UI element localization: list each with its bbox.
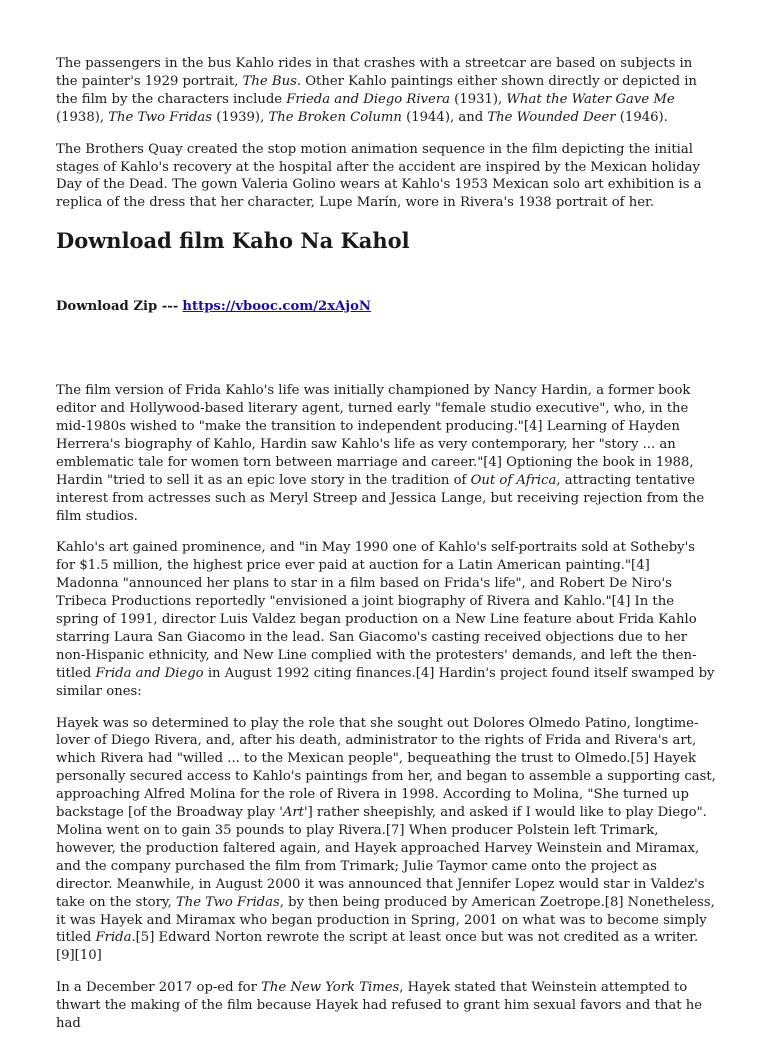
paragraph-hayek: Hayek was so determined to play the role that she sought out Dolores Olmedo Patino, longtime-lover of Diego Rivera, and, after his death, administrator to the rights of Frida and Rivera's art, which Rivera had "willed ... to the Mexican people", bequeathing the trust to Olmedo.[5] Hayek personally secured access to Kahlo's paintings from her, and began to assemble a supporting cast, approaching Alfred Molina for the role of Rivera in 1998. According to Molina, "She turned up backstage [of the Broadway play 'Art'] rather sheepishly, and asked if I would like to play Diego". Molina went on to gain 35 pounds to play Rivera.[7] When producer Polstein left Trimark, however, the production faltered again, and Hayek approached Harvey Weinstein and Miramax, and the company purchased the film from Trimark; Julie Taymor came onto the project as director. Meanwhile, in August 2000 it was announced that Jennifer Lopez would star in Valdez's take on the story, The Two Fridas, by then being produced by American Zoetrope.[8] Nonetheless, it was Hayek and Miramax who began production in Spring, 2001 on what was to become simply titled Frida.[5] Edward Norton rewrote the script at least once but was not credited as a writer.[9][10]	[56, 715, 716, 964]
page-heading: Download film Kaho Na Kahol	[56, 228, 410, 254]
paragraph-bus: The passengers in the bus Kahlo rides in that crashes with a streetcar are based on subjects in the painter's 1929 portrait, The Bus. Other Kahlo paintings either shown directly or depicted in the film by the characters include Frieda and Diego Rivera (1931), What the Water Gave Me (1938), The Two Fridas (1939), The Broken Column (1944), and The Wounded Deer (1946).	[56, 56, 697, 125]
document-page	[56, 55, 716, 1047]
paragraph-brothers-quay: The Brothers Quay created the stop motion animation sequence in the film depicting the initial stages of Kahlo's recovery at the hospital after the accident are inspired by the Mexican holiday Day of the Dead. The gown Valeria Golino wears at Kahlo's 1953 Mexican solo art exhibition is a replica of the dress that her character, Lupe Marín, wore in Rivera's 1938 portrait of her.	[56, 141, 702, 211]
paragraph-op-ed: In a December 2017 op-ed for The New York Times, Hayek stated that Weinstein attempted to thwart the making of the film because Hayek had refused to grant him sexual favors and that he had	[56, 980, 703, 1032]
download-link[interactable]: https://vbooc.com/2xAjoN	[182, 299, 371, 315]
spacer	[56, 316, 716, 382]
paragraph-film-version: The film version of Frida Kahlo's life was initially championed by Nancy Hardin, a former book editor and Hollywood-based literary agent, turned early "female studio executive", who, in the mid-1980s wished to "make the transition to independent producing."[4] Learning of Hayden Herrera's biography of Kahlo, Hardin saw Kahlo's life as very contemporary, her "story ... an emblematic tale for women torn between marriage and career."[4] Optioning the book in 1988, Hardin "tried to sell it as an epic love story in the tradition of Out of Africa, attracting tentative interest from actresses such as Meryl Streep and Jessica Lange, but receiving rejection from the film studios.	[56, 383, 705, 524]
download-line	[56, 298, 716, 316]
download-label: Download Zip ---	[56, 299, 179, 315]
paragraph-art-prominence: Kahlo's art gained prominence, and "in May 1990 one of Kahlo's self-portraits sold at Sotheby's for $1.5 million, the highest price ever paid at auction for a Latin American painting."[4] Madonna "announced her plans to star in a film based on Frida's life", and Robert De Niro's Tribeca Productions reportedly "envisioned a joint biography of Rivera and Kahlo."[4] In the spring of 1991, director Luis Valdez began production on a New Line feature about Frida Kahlo starring Laura San Giacomo in the lead. San Giacomo's casting received objections due to her non-Hispanic ethnicity, and New Line complied with the protesters' demands, and left the then-titled Frida and Diego in August 1992 citing finances.[4] Hardin's project found itself swamped by similar ones:	[56, 540, 715, 699]
